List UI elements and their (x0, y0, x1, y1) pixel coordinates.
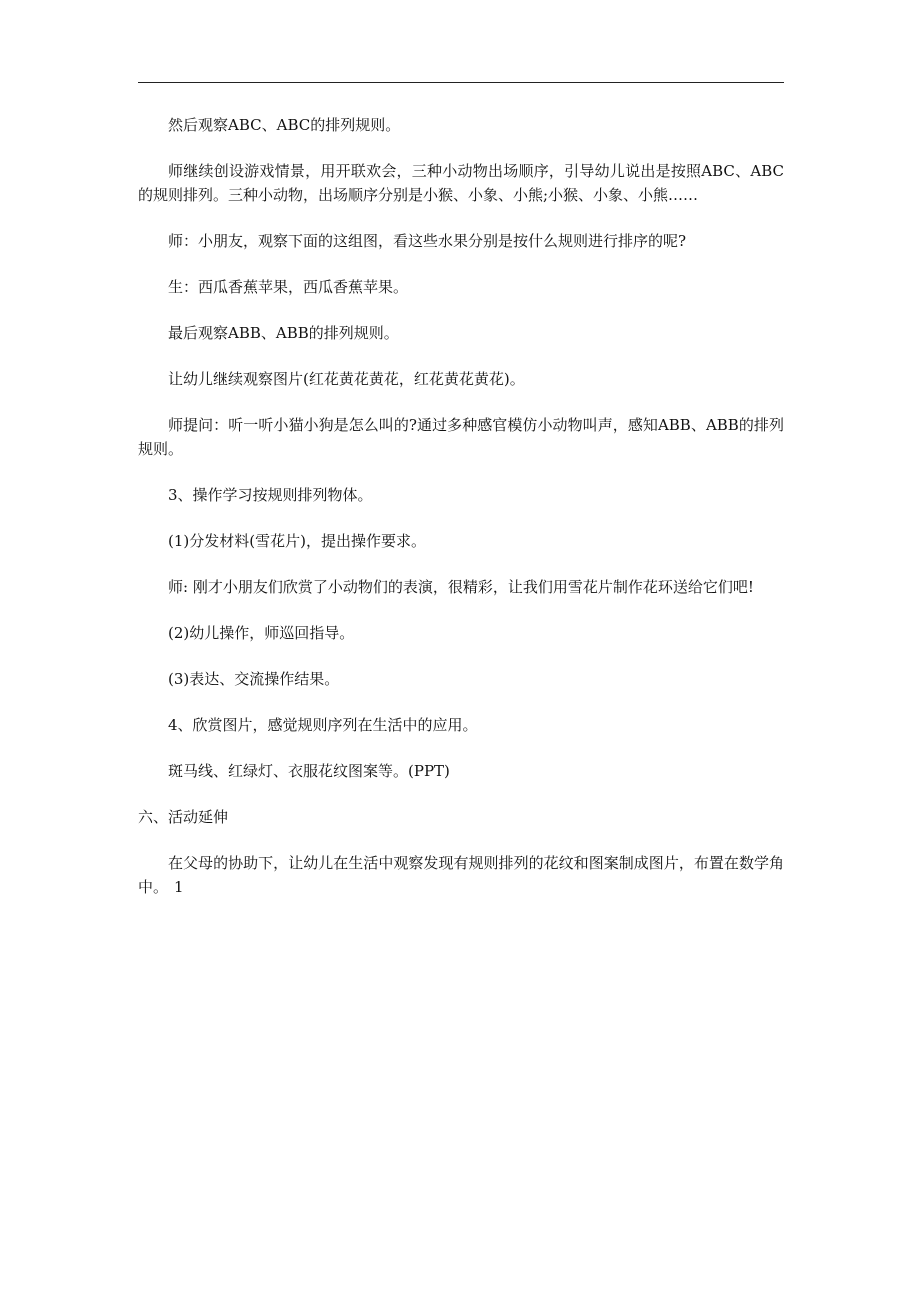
paragraph-teacher-question-fruit: 师：小朋友，观察下面的这组图，看这些水果分别是按什么规则进行排序的呢? (168, 232, 687, 250)
paragraph-abc-game: 师继续创设游戏情景，用开联欢会，三种小动物出场顺序，引导幼儿说出是按照ABC、ABC的规则排列。三种小动物，出场顺序分别是小猴、小象、小熊;小猴、小象、小熊…… (138, 162, 784, 204)
header-rule (138, 82, 784, 83)
paragraph-step-3-1: (1)分发材料(雪花片)，提出操作要求。 (168, 532, 426, 550)
paragraph-abc-intro: 然后观察ABC、ABC的排列规则。 (168, 116, 401, 134)
page-number: 1 (174, 878, 184, 896)
paragraph-step-3-2: (2)幼儿操作，师巡回指导。 (168, 624, 355, 642)
paragraph-teacher-wreath: 师: 刚才小朋友们欣赏了小动物们的表演，很精彩，让我们用雪花片制作花环送给它们吧! (168, 578, 754, 596)
paragraph-flower-pictures: 让幼儿继续观察图片(红花黄花黄花，红花黄花黄花)。 (168, 370, 525, 388)
paragraph-examples: 斑马线、红绿灯、衣服花纹图案等。(PPT) (168, 762, 450, 780)
paragraph-student-answer: 生：西瓜香蕉苹果，西瓜香蕉苹果。 (168, 278, 409, 296)
paragraph-extension-text: 在父母的协助下，让幼儿在生活中观察发现有规则排列的花纹和图案制成图片，布置在数学角中。 (138, 854, 784, 896)
paragraph-step-3-3: (3)表达、交流操作结果。 (168, 670, 340, 688)
paragraph-extension (138, 851, 784, 899)
paragraph-step-3: 3、操作学习按规则排列物体。 (168, 486, 373, 504)
section-heading-extension: 六、活动延伸 (138, 808, 229, 826)
paragraph-step-4: 4、欣赏图片，感觉规则序列在生活中的应用。 (168, 716, 478, 734)
document-body (138, 113, 784, 921)
paragraph-abb-intro: 最后观察ABB、ABB的排列规则。 (168, 324, 399, 342)
paragraph-animal-sounds: 师提问：听一听小猫小狗是怎么叫的?通过多种感官模仿小动物叫声，感知ABB、ABB的排列规则。 (138, 416, 784, 458)
